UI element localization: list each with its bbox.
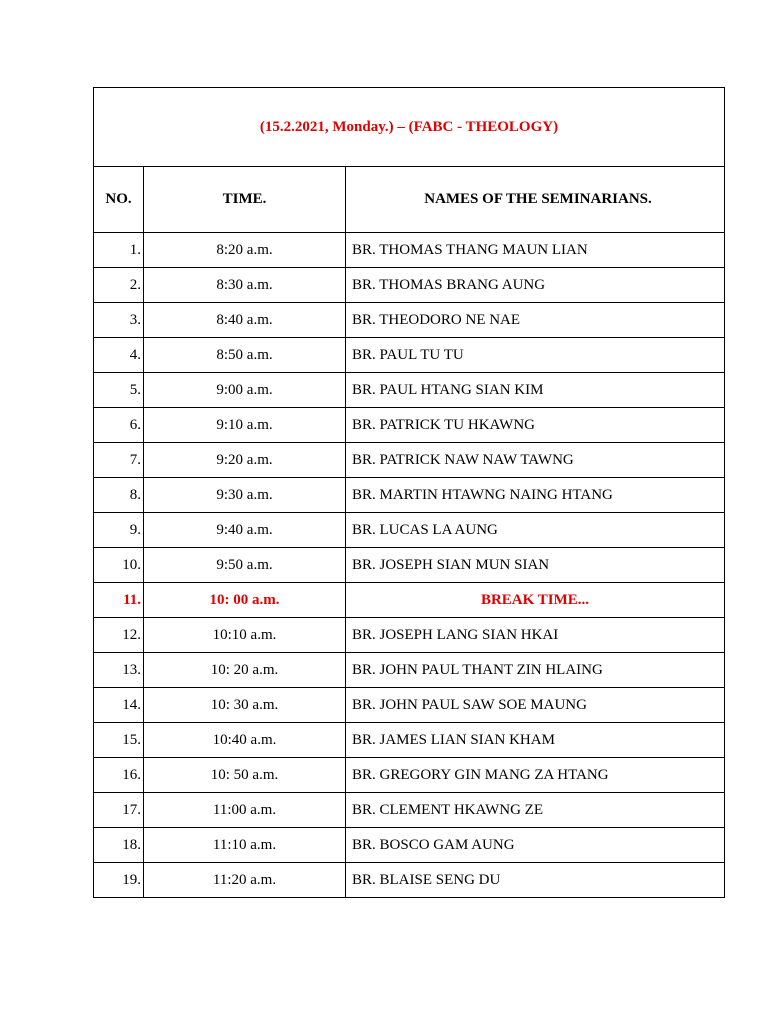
row-time: 10:40 a.m. <box>144 723 346 758</box>
table-row <box>94 758 725 793</box>
table-row <box>94 653 725 688</box>
row-name: BR. GREGORY GIN MANG ZA HTANG <box>346 758 725 793</box>
table-row <box>94 618 725 653</box>
header-row <box>94 167 725 233</box>
row-number: 8. <box>94 478 144 513</box>
table-row <box>94 443 725 478</box>
table-row <box>94 548 725 583</box>
row-time: 11:00 a.m. <box>144 793 346 828</box>
row-number: 1. <box>94 233 144 268</box>
row-number: 4. <box>94 338 144 373</box>
row-time: 9:40 a.m. <box>144 513 346 548</box>
row-name: BR. CLEMENT HKAWNG ZE <box>346 793 725 828</box>
row-number: 17. <box>94 793 144 828</box>
row-time: 8:40 a.m. <box>144 303 346 338</box>
table-row <box>94 828 725 863</box>
row-time: 11:10 a.m. <box>144 828 346 863</box>
break-row <box>94 583 725 618</box>
table-row <box>94 723 725 758</box>
row-time: 10:10 a.m. <box>144 618 346 653</box>
row-number: 2. <box>94 268 144 303</box>
row-name: BR. LUCAS LA AUNG <box>346 513 725 548</box>
table-row <box>94 513 725 548</box>
row-number: 13. <box>94 653 144 688</box>
break-label: BREAK TIME... <box>346 583 725 618</box>
table-row <box>94 478 725 513</box>
row-name: BR. BLAISE SENG DU <box>346 863 725 898</box>
row-name: BR. JOHN PAUL THANT ZIN HLAING <box>346 653 725 688</box>
row-number: 7. <box>94 443 144 478</box>
row-number: 12. <box>94 618 144 653</box>
schedule-title: (15.2.2021, Monday.) – (FABC - THEOLOGY) <box>94 88 725 167</box>
header-no: NO. <box>94 167 144 233</box>
row-time: 10: 30 a.m. <box>144 688 346 723</box>
table-row <box>94 408 725 443</box>
row-name: BR. THEODORO NE NAE <box>346 303 725 338</box>
row-name: BR. JOHN PAUL SAW SOE MAUNG <box>346 688 725 723</box>
row-name: BR. BOSCO GAM AUNG <box>346 828 725 863</box>
row-number: 11. <box>94 583 144 618</box>
header-time: TIME. <box>144 167 346 233</box>
row-time: 10: 20 a.m. <box>144 653 346 688</box>
row-name: BR. JOSEPH SIAN MUN SIAN <box>346 548 725 583</box>
table-row <box>94 793 725 828</box>
row-number: 15. <box>94 723 144 758</box>
header-names: NAMES OF THE SEMINARIANS. <box>346 167 725 233</box>
table-row <box>94 688 725 723</box>
row-name: BR. PATRICK NAW NAW TAWNG <box>346 443 725 478</box>
row-number: 19. <box>94 863 144 898</box>
table-row <box>94 338 725 373</box>
row-number: 14. <box>94 688 144 723</box>
schedule-body <box>94 88 725 898</box>
row-number: 10. <box>94 548 144 583</box>
row-time: 8:50 a.m. <box>144 338 346 373</box>
table-row <box>94 233 725 268</box>
table-row <box>94 863 725 898</box>
table-row <box>94 303 725 338</box>
row-name: BR. THOMAS BRANG AUNG <box>346 268 725 303</box>
row-name: BR. MARTIN HTAWNG NAING HTANG <box>346 478 725 513</box>
row-number: 18. <box>94 828 144 863</box>
row-time: 9:30 a.m. <box>144 478 346 513</box>
row-time: 9:20 a.m. <box>144 443 346 478</box>
row-name: BR. JOSEPH LANG SIAN HKAI <box>346 618 725 653</box>
table-row <box>94 373 725 408</box>
row-name: BR. PAUL TU TU <box>346 338 725 373</box>
row-name: BR. THOMAS THANG MAUN LIAN <box>346 233 725 268</box>
schedule-table <box>93 87 725 898</box>
row-number: 9. <box>94 513 144 548</box>
title-row <box>94 88 725 167</box>
row-name: BR. PATRICK TU HKAWNG <box>346 408 725 443</box>
table-row <box>94 268 725 303</box>
row-time: 11:20 a.m. <box>144 863 346 898</box>
row-time: 8:20 a.m. <box>144 233 346 268</box>
row-time: 9:10 a.m. <box>144 408 346 443</box>
row-time: 8:30 a.m. <box>144 268 346 303</box>
row-number: 16. <box>94 758 144 793</box>
row-number: 6. <box>94 408 144 443</box>
row-number: 5. <box>94 373 144 408</box>
row-time: 10: 50 a.m. <box>144 758 346 793</box>
row-time: 9:50 a.m. <box>144 548 346 583</box>
row-name: BR. JAMES LIAN SIAN KHAM <box>346 723 725 758</box>
row-number: 3. <box>94 303 144 338</box>
row-time: 9:00 a.m. <box>144 373 346 408</box>
row-time: 10: 00 a.m. <box>144 583 346 618</box>
row-name: BR. PAUL HTANG SIAN KIM <box>346 373 725 408</box>
